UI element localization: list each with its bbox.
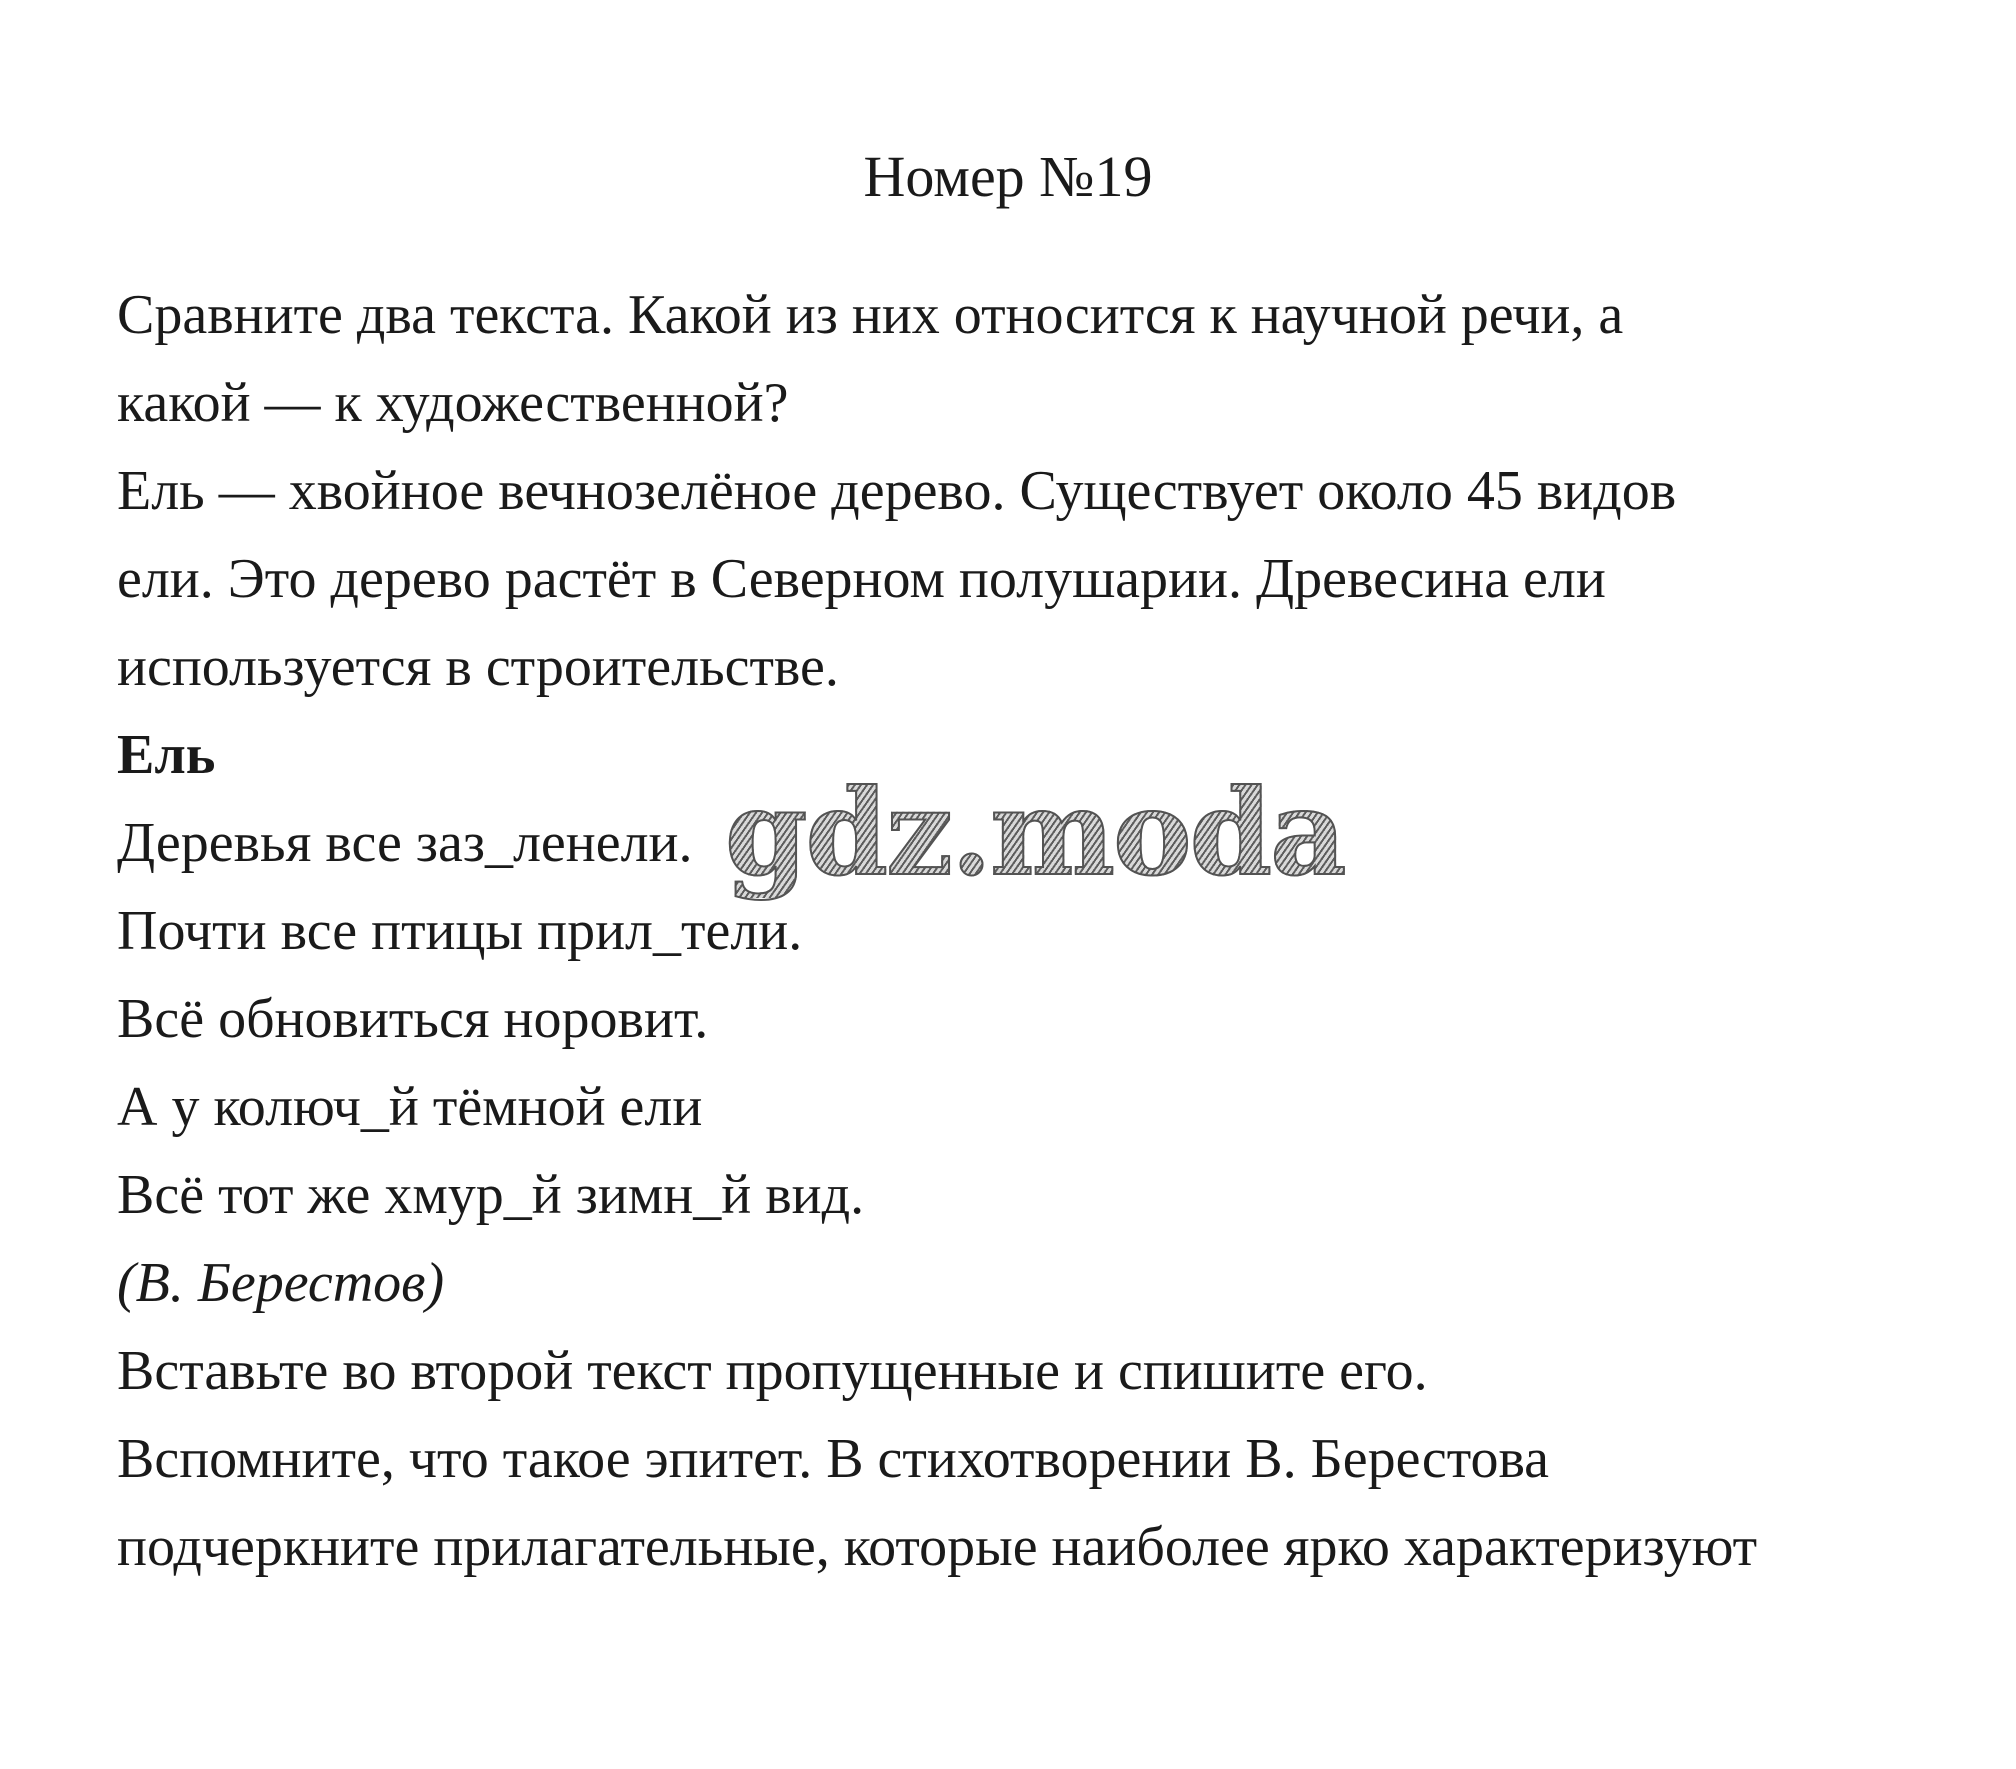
- poem-line: А у колюч_й тёмной ели: [117, 1076, 703, 1138]
- poem-line: Всё тот же хмур_й зимн_й вид.: [117, 1164, 865, 1226]
- page-title: Номер №19: [863, 144, 1153, 209]
- watermark-logo: gdz.moda: [725, 763, 1345, 902]
- text-line: какой — к художественной?: [117, 372, 789, 434]
- poem-line: Почти все птицы прил_тели.: [117, 900, 803, 962]
- poem-author: (В. Берестов): [117, 1252, 445, 1314]
- poem-line: Деревья все заз_ленели.: [117, 812, 693, 874]
- text-line: Ель — хвойное вечнозелёное дерево. Существует около 45 видов: [117, 460, 1677, 522]
- poem-title: Ель: [117, 724, 216, 786]
- text-line: используется в строительстве.: [117, 636, 839, 698]
- text-line: ели. Это дерево растёт в Северном полушарии. Древесина ели: [117, 548, 1606, 610]
- task-line: Вспомните, что такое эпитет. В стихотворении В. Берестова: [117, 1428, 1550, 1490]
- task-line: Вставьте во второй текст пропущенные и спишите его.: [117, 1340, 1428, 1402]
- task-line: подчеркните прилагательные, которые наиболее ярко характеризуют: [117, 1516, 1758, 1578]
- document-body: [117, 271, 1997, 1591]
- text-line: Сравните два текста. Какой из них относится к научной речи, а: [117, 284, 1624, 346]
- poem-line: Всё обновиться норовит.: [117, 988, 709, 1050]
